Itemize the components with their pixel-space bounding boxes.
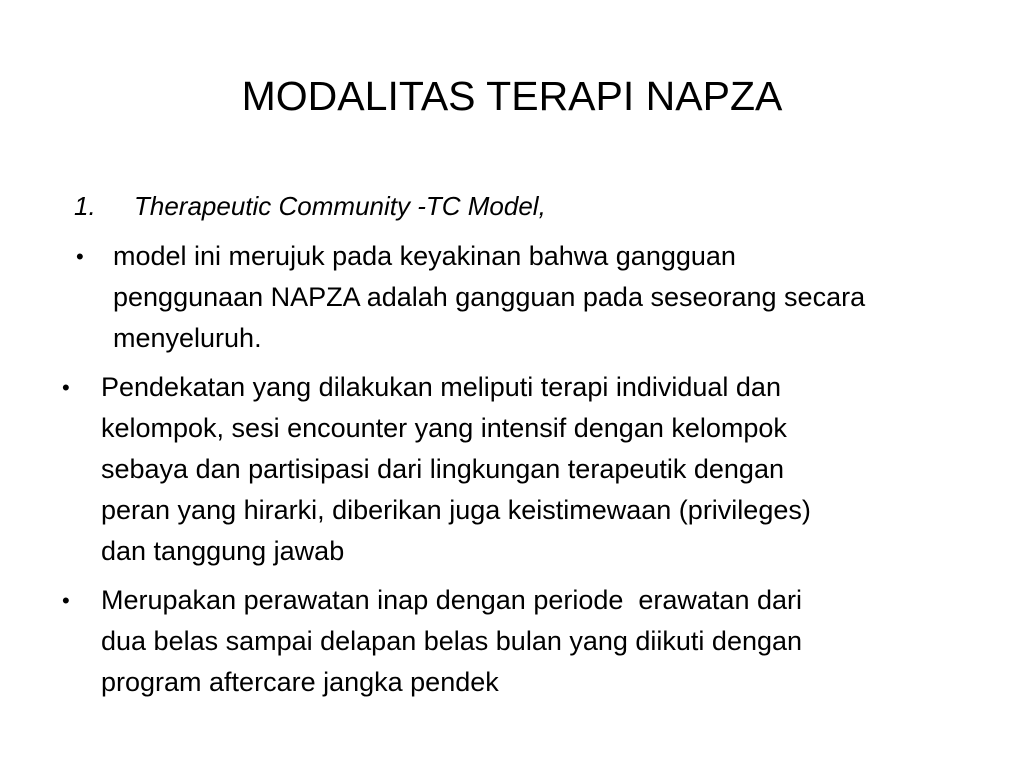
bullet-text [101,367,981,572]
bullet-text [101,580,981,703]
bullet-line: menyeluruh. [113,323,262,353]
numbered-item [74,186,546,227]
bullet-line: program aftercare jangka pendek [101,667,499,697]
bullet-dot-icon: • [62,375,70,400]
bullet-line: Pendekatan yang dilakukan meliputi terapi individual dan [101,372,781,402]
bullet-line: peran yang hirarki, diberikan juga keistimewaan (privileges) [101,495,811,525]
bullet-line: kelompok, sesi encounter yang intensif dengan kelompok [101,413,787,443]
numbered-item-marker: 1. [74,191,96,221]
bullet-dot-icon: • [62,588,70,613]
bullet-line: model ini merujuk pada keyakinan bahwa gangguan [113,241,736,271]
bullet-line: sebaya dan partisipasi dari lingkungan terapeutik dengan [101,454,784,484]
bullet-text [113,236,973,359]
bullet-line: penggunaan NAPZA adalah gangguan pada seseorang secara [113,282,866,312]
bullet-line: dan tanggung jawab [101,536,345,566]
bullet-dot-icon: • [76,244,84,269]
slide-title: MODALITAS TERAPI NAPZA [241,73,783,119]
bullet-line: Merupakan perawatan inap dengan periode erawatan dari [101,585,802,615]
numbered-item-text: Therapeutic Community -TC Model, [134,191,546,221]
bullet-line: dua belas sampai delapan belas bulan yang diikuti dengan [101,626,803,656]
